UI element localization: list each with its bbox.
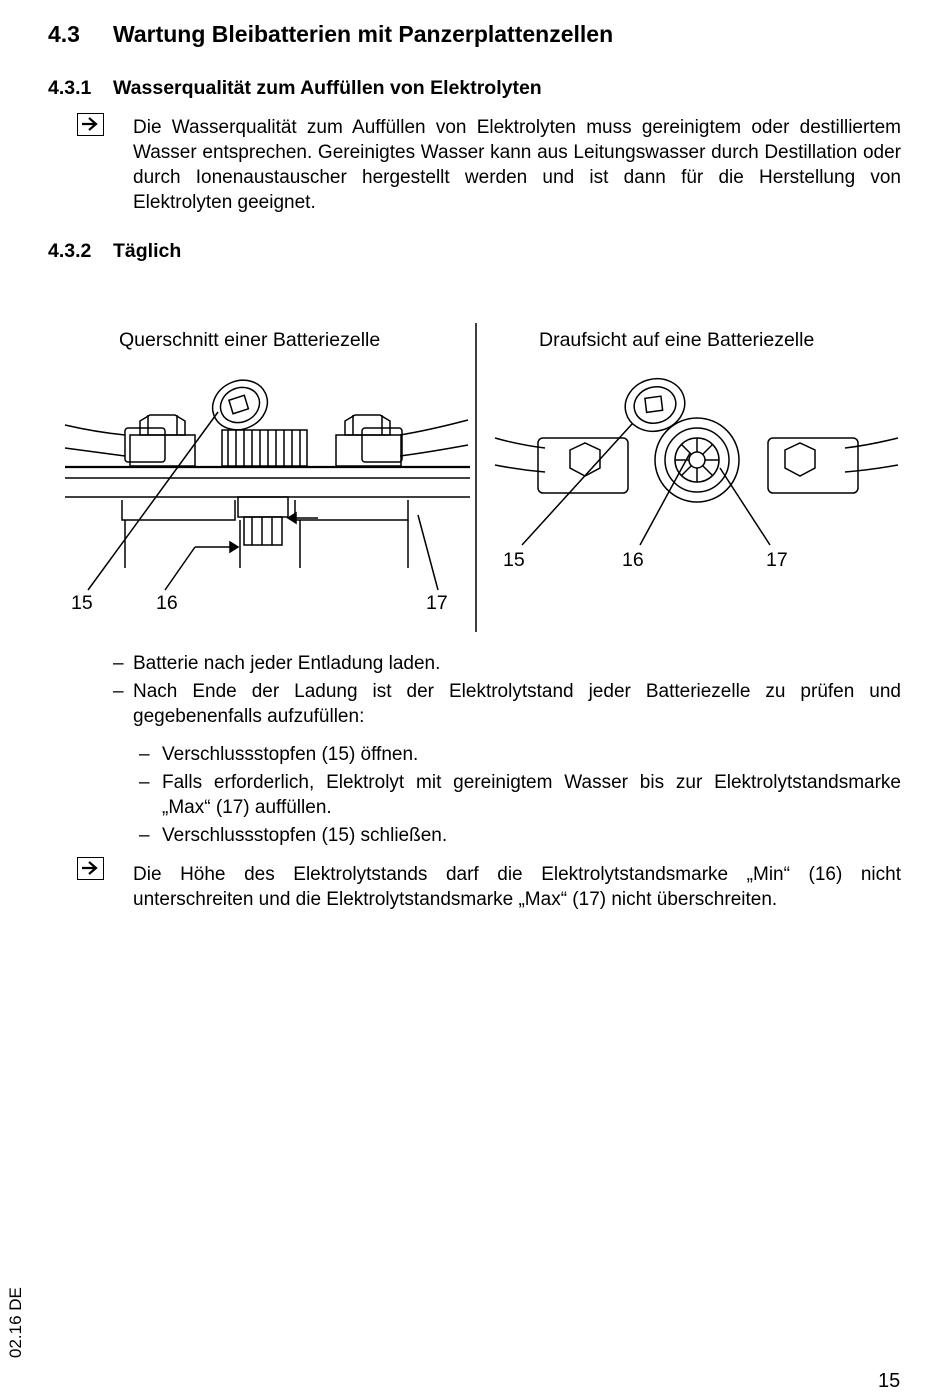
callout-17-right: 17 bbox=[766, 549, 788, 571]
list-item: Verschlussstopfen (15) öffnen. bbox=[162, 744, 419, 765]
section-title: Wartung Bleibatterien mit Panzerplattenzellen bbox=[113, 21, 614, 47]
subsection-number: 4.3.2 bbox=[48, 240, 92, 262]
footer-date-language: 02.16 DE bbox=[6, 1287, 25, 1358]
list-bullet: – bbox=[139, 772, 150, 793]
section-number: 4.3 bbox=[48, 21, 80, 47]
subsection-title: Wasserqualität zum Auffüllen von Elektrolyten bbox=[113, 77, 542, 99]
list-bullet: – bbox=[113, 681, 124, 702]
subsection-title: Täglich bbox=[113, 240, 182, 262]
list-item: Nach Ende der Ladung ist der Elektrolytstand jeder Batteriezelle zu prüfen und gegebenenfalls aufzufüllen: bbox=[133, 681, 901, 727]
callout-15-left: 15 bbox=[71, 592, 93, 614]
list-item: Falls erforderlich, Elektrolyt mit gereinigtem Wasser bis zur Elektrolytstandsmarke „Max“ (17) auffüllen. bbox=[162, 772, 901, 818]
list-bullet: – bbox=[113, 653, 124, 674]
page-number: 15 bbox=[878, 1370, 901, 1392]
subsection-number: 4.3.1 bbox=[48, 77, 92, 99]
list-bullet: – bbox=[139, 744, 150, 765]
callout-16-right: 16 bbox=[622, 549, 644, 571]
arrow-right-icon bbox=[77, 857, 104, 880]
callout-15-right: 15 bbox=[503, 549, 525, 571]
list-item: Verschlussstopfen (15) schließen. bbox=[162, 825, 448, 846]
figure-caption-cross-section: Querschnitt einer Batteriezelle bbox=[119, 329, 381, 351]
callout-17-left: 17 bbox=[426, 592, 448, 614]
list-item: Batterie nach jeder Entladung laden. bbox=[133, 653, 441, 674]
water-quality-note: Die Wasserqualität zum Auffüllen von Elektrolyten muss gereinigtem oder destilliertem Wasser entsprechen. Gereinigtes Wasser kann aus Leitungswasser durch Destillation oder durch Ionenaustauscher hergestellt werden und ist dann für die Herstellung von Elektrolyten geeignet. bbox=[133, 117, 901, 213]
electrolyte-level-note: Die Höhe des Elektrolytstands darf die Elektrolytstandsmarke „Min“ (16) nicht unterschreiten und die Elektrolytstandsmarke „Max“ (17) nicht überschreiten. bbox=[133, 864, 901, 910]
callout-16-left: 16 bbox=[156, 592, 178, 614]
list-bullet: – bbox=[139, 825, 150, 846]
figure-caption-top-view: Draufsicht auf eine Batteriezelle bbox=[539, 329, 815, 351]
battery-cell-illustration bbox=[0, 0, 950, 640]
